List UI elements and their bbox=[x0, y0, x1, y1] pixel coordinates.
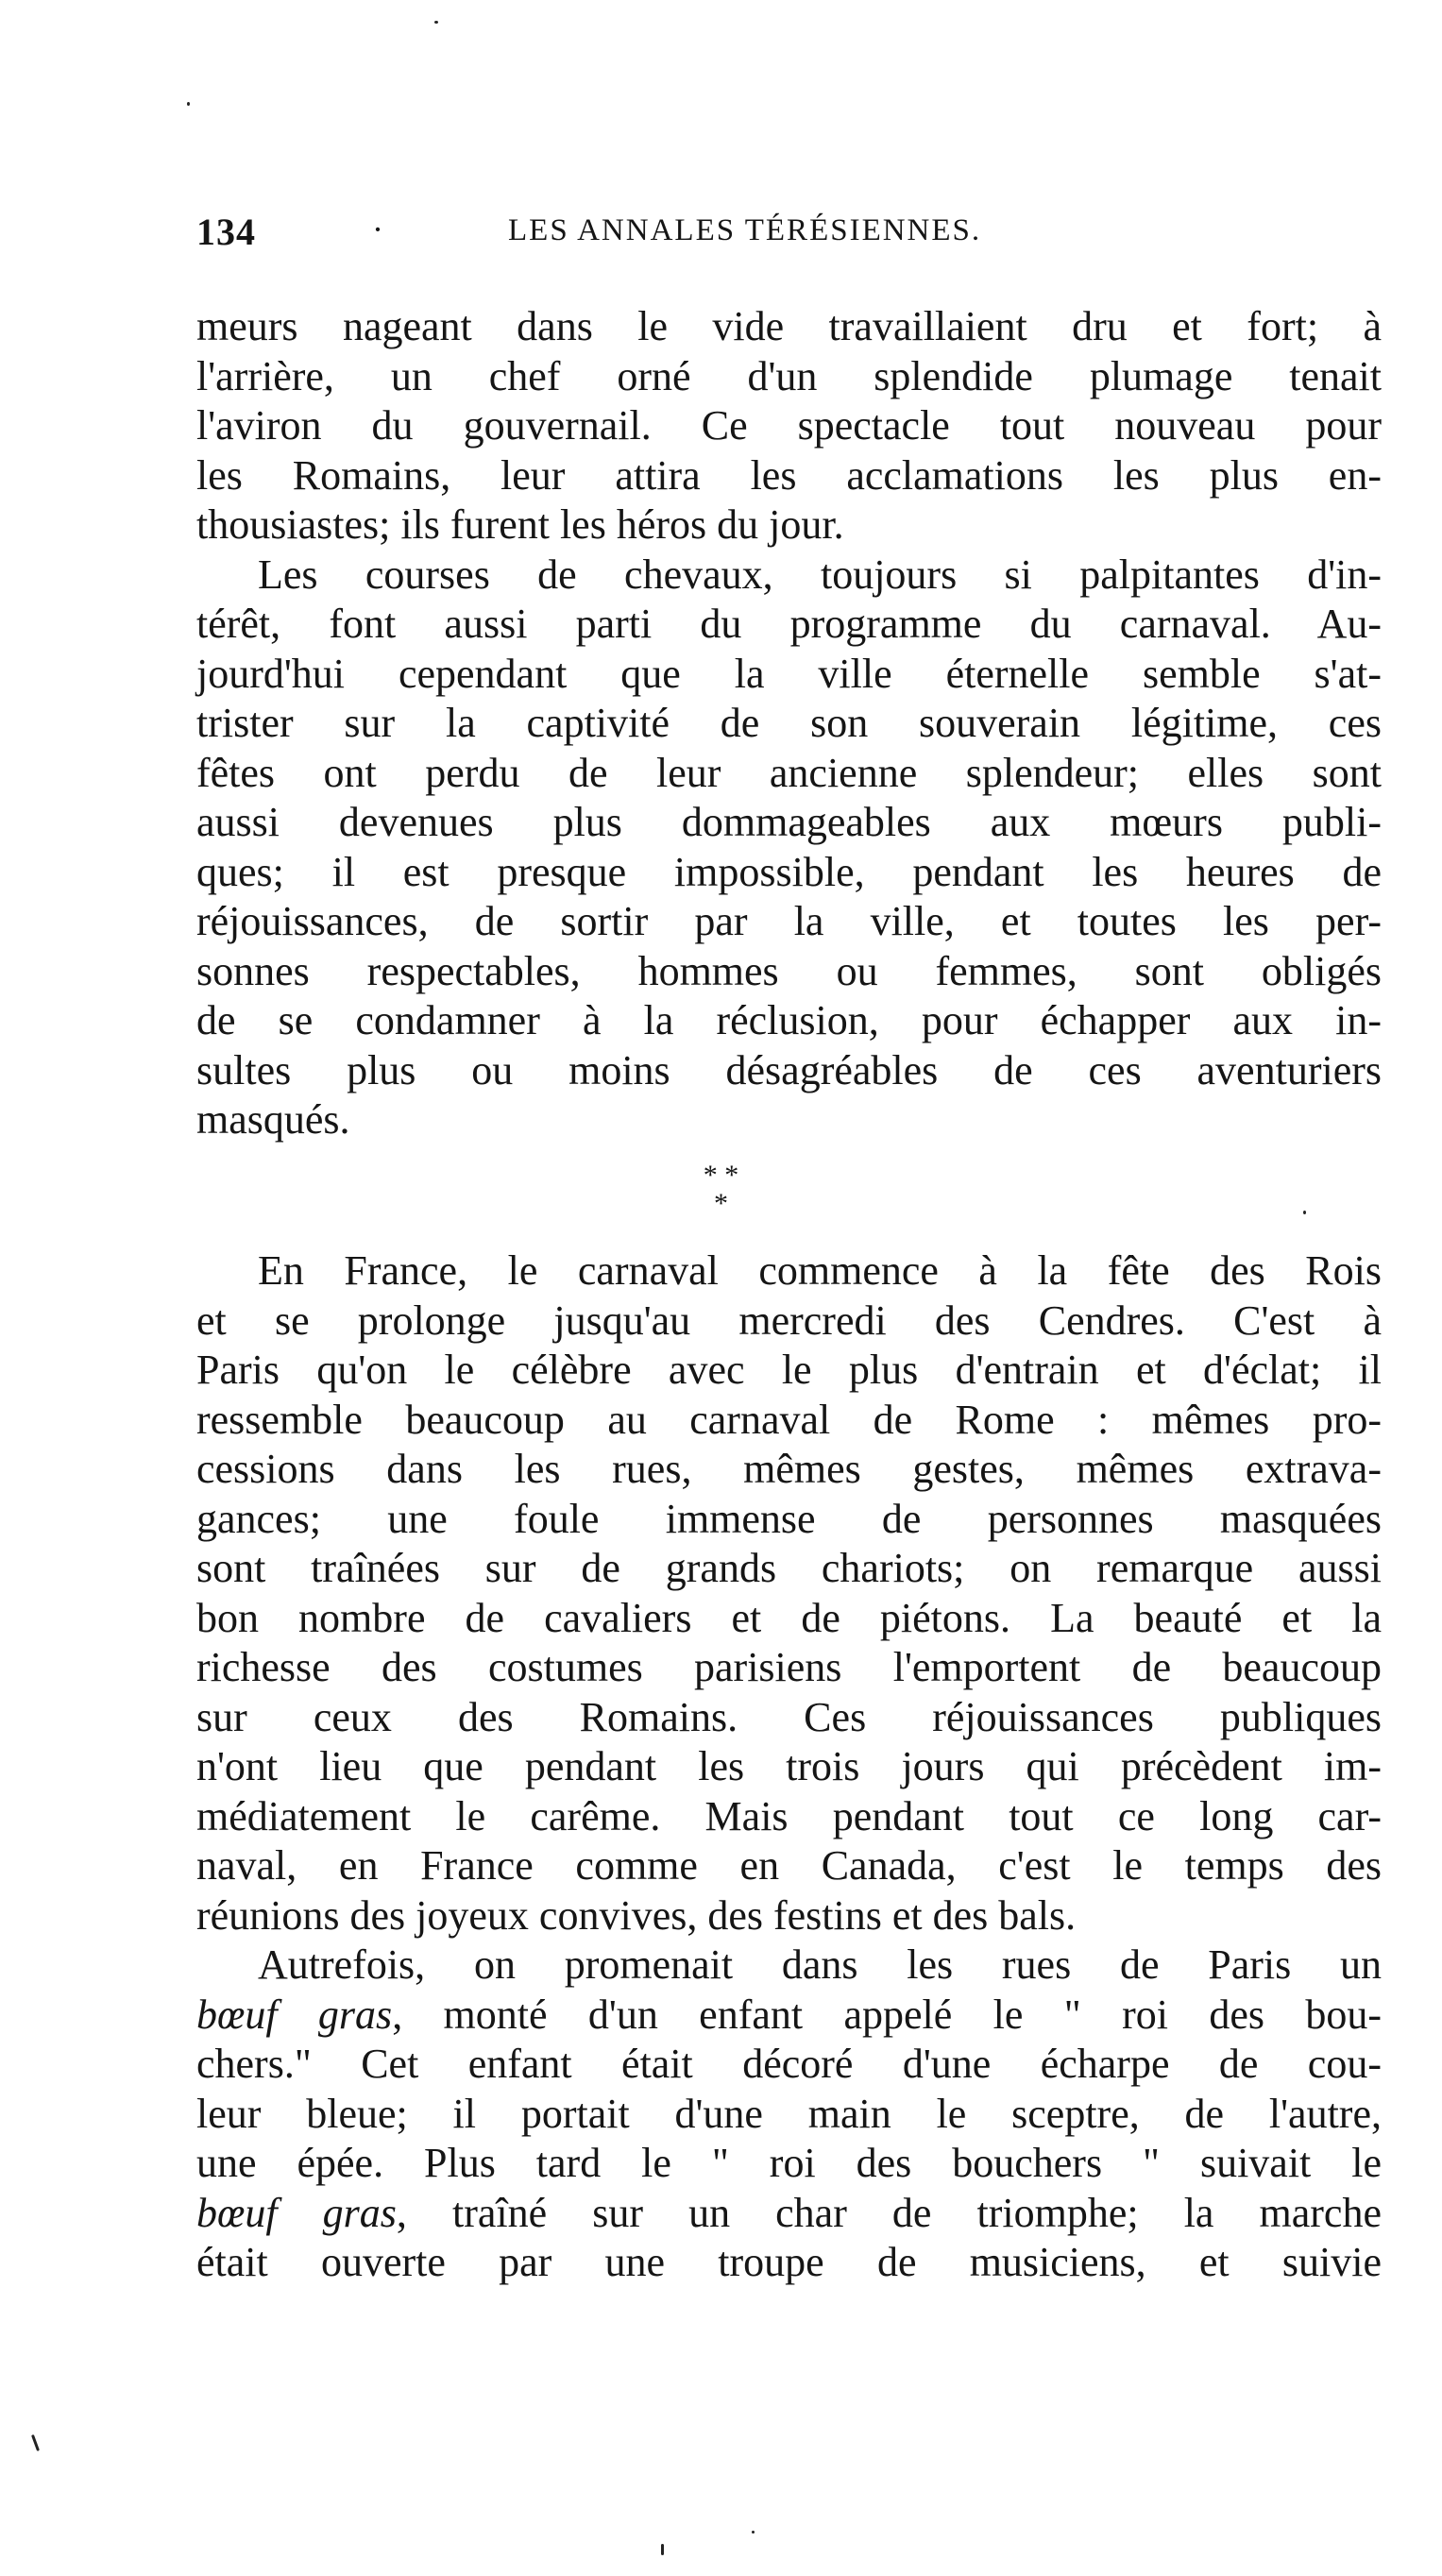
text-block-lower bbox=[196, 1246, 1382, 2288]
text-line: les Romains, leur attira les acclamations les plus en- bbox=[196, 451, 1382, 499]
text-line: aussi devenues plus dommageables aux mœurs publi- bbox=[196, 799, 1382, 845]
text-line: fêtes ont perdu de leur ancienne splendeur; elles sont bbox=[196, 749, 1382, 796]
text-line: leur bleue; il portait d'une main le sceptre, de l'autre, bbox=[196, 2090, 1382, 2137]
text-line bbox=[196, 1991, 1382, 2041]
scan-speck bbox=[1303, 1211, 1306, 1214]
text-line: chers." Cet enfant était décoré d'une écharpe de cou- bbox=[196, 2041, 1382, 2087]
scan-speck bbox=[31, 2434, 40, 2451]
text-line: sonnes respectables, hommes ou femmes, sont obligés bbox=[196, 947, 1382, 994]
italic-term: bœuf gras bbox=[196, 2189, 397, 2236]
text-line: et se prolonge jusqu'au mercredi des Cendres. C'est à bbox=[196, 1296, 1382, 1344]
text-line: l'arrière, un chef orné d'un splendide plumage tenait bbox=[196, 352, 1382, 399]
text-line: sont traînées sur de grands chariots; on remarque aussi bbox=[196, 1545, 1382, 1591]
text-line: En France, le carnaval commence à la fête des Rois bbox=[258, 1247, 1382, 1294]
text-segment: , monté d'un enfant appelé le " roi des bou- bbox=[392, 1991, 1382, 2038]
text-segment: , traîné sur un char de triomphe; la marche bbox=[396, 2189, 1382, 2236]
separator-stars-top: * * bbox=[703, 1160, 739, 1191]
section-separator bbox=[0, 1161, 1442, 1228]
text-line: Les courses de chevaux, toujours si palpitantes d'in- bbox=[258, 551, 1382, 598]
text-line: trister sur la captivité de son souverain légitime, ces bbox=[196, 700, 1382, 746]
scan-speck bbox=[752, 2531, 755, 2534]
text-line: réunions des joyeux convives, des festins et des bals. bbox=[196, 1891, 1077, 1939]
text-line: l'aviron du gouvernail. Ce spectacle tout nouveau pour bbox=[196, 402, 1382, 449]
text-line: une épée. Plus tard le " roi des bouchers " suivait le bbox=[196, 2140, 1382, 2186]
text-line: gances; une foule immense de personnes masquées bbox=[196, 1495, 1382, 1542]
text-line: médiatement le carême. Mais pendant tout ce long car- bbox=[196, 1792, 1382, 1839]
paragraph-continued bbox=[196, 302, 1382, 551]
scan-speck bbox=[187, 102, 190, 106]
running-title: LES ANNALES TÉRÉSIENNES. bbox=[508, 213, 982, 247]
text-line: sultes plus ou moins désagréables de ces aventuriers bbox=[196, 1046, 1382, 1093]
text-line: bon nombre de cavaliers et de piétons. La beauté et la bbox=[196, 1594, 1382, 1641]
text-line: térêt, font aussi parti du programme du carnaval. Au- bbox=[196, 601, 1382, 647]
text-line: naval, en France comme en Canada, c'est le temps des bbox=[196, 1842, 1382, 1889]
text-line: meurs nageant dans le vide travaillaient dru et fort; à bbox=[196, 303, 1382, 349]
page-number: 134 bbox=[196, 211, 256, 253]
text-line: thousiastes; ils furent les héros du jour. bbox=[196, 501, 844, 548]
text-line: Autrefois, on promenait dans les rues de Paris un bbox=[258, 1941, 1382, 1988]
text-line: n'ont lieu que pendant les trois jours qui précèdent im- bbox=[196, 1743, 1382, 1789]
text-line: sur ceux des Romains. Ces réjouissances publiques bbox=[196, 1693, 1382, 1740]
paragraph-horse-races bbox=[196, 551, 1382, 1145]
text-line: Paris qu'on le célèbre avec le plus d'entrain et d'éclat; il bbox=[196, 1347, 1382, 1393]
scan-speck bbox=[661, 2544, 664, 2555]
italic-term: bœuf gras bbox=[196, 1991, 393, 2038]
paragraph-carnival-france bbox=[196, 1246, 1382, 1940]
text-line bbox=[196, 2189, 1382, 2239]
text-line: de se condamner à la réclusion, pour échapper aux in- bbox=[196, 997, 1382, 1043]
separator-star-bottom: * bbox=[714, 1188, 728, 1219]
text-line: ressemble beaucoup au carnaval de Rome : mêmes pro- bbox=[196, 1396, 1382, 1443]
text-line: richesse des costumes parisiens l'emportent de beaucoup bbox=[196, 1644, 1382, 1690]
text-line: masqués. bbox=[196, 1096, 350, 1143]
header-dot: · bbox=[372, 211, 384, 248]
text-line: réjouissances, de sortir par la ville, et toutes les per- bbox=[196, 898, 1382, 944]
scan-speck bbox=[434, 21, 438, 24]
text-line: était ouverte par une troupe de musiciens, et suivie bbox=[196, 2239, 1382, 2285]
page-header bbox=[196, 210, 1382, 266]
text-line: ques; il est presque impossible, pendant les heures de bbox=[196, 848, 1382, 895]
paragraph-boeuf-gras bbox=[196, 1940, 1382, 2288]
text-block-upper bbox=[196, 302, 1382, 1145]
text-line: cessions dans les rues, mêmes gestes, mêmes extrava- bbox=[196, 1446, 1382, 1492]
text-line: jourd'hui cependant que la ville éternelle semble s'at- bbox=[196, 650, 1382, 697]
